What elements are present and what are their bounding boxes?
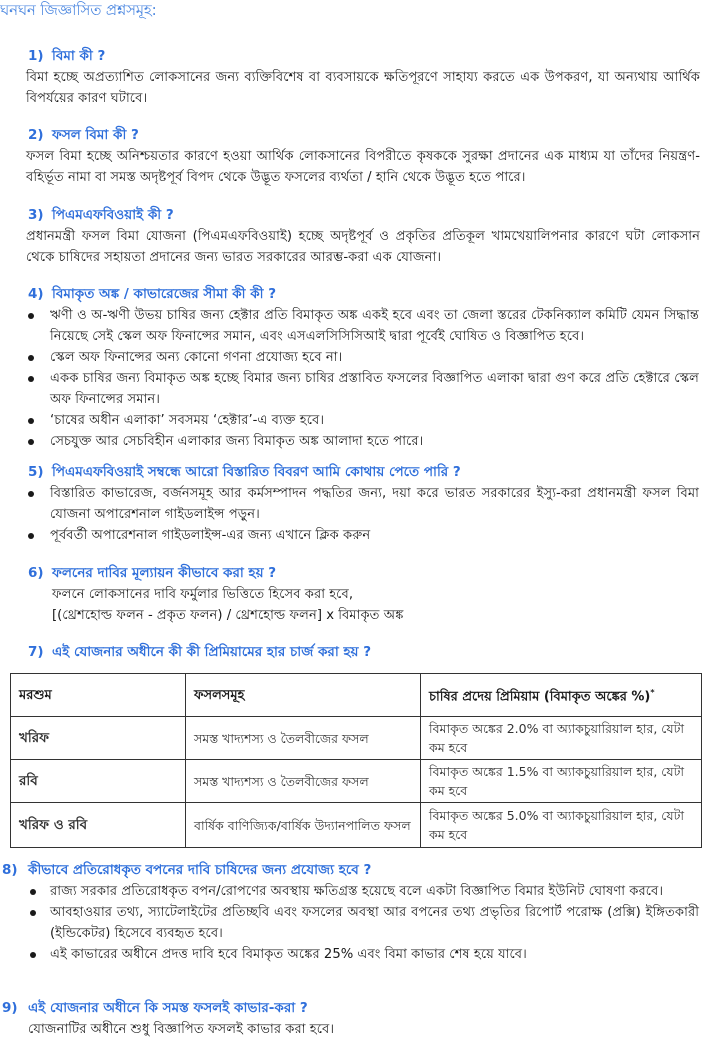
cell-crops: সমস্ত খাদ্যশস্য ও তৈলবীজের ফসল xyxy=(186,717,421,760)
faq-question xyxy=(0,563,705,584)
faq-item-2 xyxy=(0,125,705,188)
bullet-item: সেচযুক্ত আর সেচবিহীন এলাকার জন্য বিমাকৃত অঙ্ক আলাদা হতে পারে। xyxy=(0,431,705,452)
guidelines-link-item[interactable]: বিস্তারিত কাভারেজ, বর্জনসমূহ আর কর্মসম্পাদন পদ্ধতির জন্য, দয়া করে ভারত সরকারের ইস্যু-করা প্রধানমন্ত্রী ফসল বিমা যোজনা অপারেশনাল গাইডলাইন্স পড়ুন। xyxy=(0,483,705,525)
faq-answer: ফসল বিমা হচ্ছে অনিশ্চয়তার কারণে হওয়া আর্থিক লোকসানের বিপরীতে কৃষককে সুরক্ষা প্রদানের এক মাধ্যম যা তাঁদের নিয়ন্ত্রণ-বহির্ভূত নামা বা সমস্ত অদৃষ্টপূর্ব বিপদ থেকে উদ্ভূত ফসলের ব্যর্থতা / হানি থেকে উদ্ভূত হতে পারে। xyxy=(26,149,700,185)
faq-question xyxy=(0,46,705,67)
bullet-list xyxy=(0,483,705,546)
question-text: ফলনের দাবির মূল্যায়ন কীভাবে করা হয় ? xyxy=(52,565,277,581)
bullet-item: স্কেল অফ ফিনান্সের অন্য কোনো গণনা প্রযোজ্য হবে না। xyxy=(0,347,705,368)
header-season: মরশুম xyxy=(11,674,186,717)
bullet-item: ঋণী ও অ-ঋণী উভয় চাষির জন্য হেক্টার প্রতি বিমাকৃত অঙ্ক একই হবে এবং তা জেলা স্তরের টেকনিক্যাল কমিটি যেমন সিদ্ধান্ত নিয়েছে সেই স্কেল অফ ফিনান্সের সমান, এবং এসএলসিসিসিআই দ্বারা পূর্বেই ঘোষিত ও বিজ্ঞাপিত হবে। xyxy=(0,305,705,347)
bullet-item: ‘চাষের অধীন এলাকা’ সবসময় ‘হেক্টার’-এ ব্যক্ত হবে। xyxy=(0,410,705,431)
faq-item-6 xyxy=(0,563,705,626)
cell-crops: বার্ষিক বাণিজ্যিক/বার্ষিক উদ্যানপালিত ফসল xyxy=(186,803,421,848)
faq-question xyxy=(0,284,705,305)
question-number: 1) xyxy=(28,48,44,64)
faq-item-4 xyxy=(0,284,705,452)
question-text: বিমা কী ? xyxy=(52,48,106,64)
question-text: বিমাকৃত অঙ্ক / কাভারেজের সীমা কী কী ? xyxy=(52,286,277,302)
table-row xyxy=(11,760,702,803)
faq-question xyxy=(0,642,705,663)
faq-question xyxy=(0,125,705,146)
faq-question xyxy=(0,860,705,881)
header-premium-text: চাষির প্রদেয় প্রিমিয়াম (বিমাকৃত অঙ্কের %) xyxy=(429,689,651,705)
bullet-item: এই কাভারের অধীনে প্রদত্ত দাবি হবে বিমাকৃত অঙ্কের 25% এবং বিমা কাভার শেষ হয়ে যাবে। xyxy=(0,944,705,965)
cell-season: খরিফ xyxy=(11,717,186,760)
faq-answer: যোজনাটির অধীনে শুধু বিজ্ঞাপিত ফসলই কাভার করা হবে। xyxy=(28,1022,335,1037)
bullet-item: আবহাওয়ার তথ্য, স্যাটেলাইটের প্রতিচ্ছবি এবং ফসলের অবস্থা আর বপনের তথ্য প্রভৃতির রিপোর্ট পরোক্ষ (প্রক্সি) ইঙ্গিতকারী (ইন্ডিকেটর) হিসেবে ব্যবহৃত হবে। xyxy=(0,902,705,944)
question-text: এই যোজনার অধীনে কি সমস্ত ফসলই কাভার-করা ? xyxy=(28,1000,308,1016)
table-row xyxy=(11,717,702,760)
question-text: পিএমএফবিওয়াই কী ? xyxy=(52,207,174,223)
faq-item-5 xyxy=(0,462,705,546)
cell-crops: সমস্ত খাদ্যশস্য ও তৈলবীজের ফসল xyxy=(186,760,421,803)
question-number: 4) xyxy=(28,286,44,302)
table-row xyxy=(11,803,702,848)
faq-item-8 xyxy=(0,860,705,965)
claim-formula: [(থ্রেশহোল্ড ফলন - প্রকৃত ফলন) / থ্রেশহোল্ড ফলন] x বিমাকৃত অঙ্ক xyxy=(52,608,404,623)
question-number: 3) xyxy=(28,207,44,223)
faq-question xyxy=(0,998,705,1019)
table-header-row xyxy=(11,674,702,717)
page-title: ঘনঘন জিজ্ঞাসিত প্রশ্নসমূহ: xyxy=(0,1,157,19)
bullet-item: একক চাষির জন্য বিমাকৃত অঙ্ক হচ্ছে বিমার জন্য চাষির প্রস্তাবিত ফসলের বিজ্ঞাপিত এলাকা দ্বারা গুণ করে প্রতি হেক্টারে স্কেল অফ ফিনান্সের সমান। xyxy=(0,368,705,410)
faq-item-1 xyxy=(0,46,705,109)
question-number: 8) xyxy=(2,862,18,878)
cell-premium: বিমাকৃত অঙ্কের 2.0% বা অ্যাকচুয়ারিয়াল হার, যেটা কম হবে xyxy=(421,717,702,760)
cell-season: রবি xyxy=(11,760,186,803)
question-text: এই যোজনার অধীনে কী কী প্রিমিয়ামের হার চার্জ করা হয় ? xyxy=(52,644,372,660)
question-number: 9) xyxy=(2,1000,18,1016)
faq-question xyxy=(0,462,705,483)
cell-premium: বিমাকৃত অঙ্কের 1.5% বা অ্যাকচুয়ারিয়াল হার, যেটা কম হবে xyxy=(421,760,702,803)
question-number: 2) xyxy=(28,127,44,143)
question-text: পিএমএফবিওয়াই সম্বন্ধে আরো বিস্তারিত বিবরণ আমি কোথায় পেতে পারি ? xyxy=(52,464,461,480)
faq-question xyxy=(0,205,705,226)
premium-rates-table xyxy=(10,673,702,848)
faq-item-9 xyxy=(0,998,705,1040)
bullet-list xyxy=(0,305,705,452)
cell-premium: বিমাকৃত অঙ্কের 5.0% বা অ্যাকচুয়ারিয়াল হার, যেটা কম হবে xyxy=(421,803,702,848)
faq-answer: ফলনে লোকসানের দাবি ফর্মুলার ভিত্তিতে হিসেব করা হবে, xyxy=(52,587,354,602)
question-text: ফসল বিমা কী ? xyxy=(52,127,139,143)
question-number: 6) xyxy=(28,565,44,581)
faq-answer: বিমা হচ্ছে অপ্রত্যাশিত লোকসানের জন্য ব্যক্তিবিশেষ বা ব্যবসায়কে ক্ষতিপূরণে সাহায্য করতে এক উপকরণ, যা অন্যথায় আর্থিক বিপর্যয়ের কারণ ঘটাবে। xyxy=(26,70,700,106)
faq-item-3 xyxy=(0,205,705,268)
header-premium xyxy=(421,674,702,717)
question-number: 7) xyxy=(28,644,44,660)
question-number: 5) xyxy=(28,464,44,480)
bullet-list xyxy=(0,881,705,965)
previous-guidelines-link[interactable]: পূর্ববর্তী অপারেশনাল গাইডলাইন্স-এর জন্য এখানে ক্লিক করুন xyxy=(0,525,705,546)
faq-item-7 xyxy=(0,642,705,663)
faq-answer: প্রধানমন্ত্রী ফসল বিমা যোজনা (পিএমএফবিওয়াই) হচ্ছে অদৃষ্টপূর্ব ও প্রকৃতির প্রতিকূল খামখেয়ালিপনার কারণে ঘটা লোকসান থেকে চাষিদের সহায়তা প্রদানের জন্য ভারত সরকারের আরম্ভ-করা এক যোজনা। xyxy=(26,229,700,265)
bullet-item: রাজ্য সরকার প্রতিরোধকৃত বপন/রোপণের অবস্থায় ক্ষতিগ্রস্ত হয়েছে বলে একটা বিজ্ঞাপিত বিমার ইউনিট ঘোষণা করবে। xyxy=(0,881,705,902)
header-crops: ফসলসমূহ xyxy=(186,674,421,717)
cell-season: খরিফ ও রবি xyxy=(11,803,186,848)
question-text: কীভাবে প্রতিরোধকৃত বপনের দাবি চাষিদের জন্য প্রযোজ্য হবে ? xyxy=(28,862,372,878)
footnote-marker: * xyxy=(650,688,655,698)
